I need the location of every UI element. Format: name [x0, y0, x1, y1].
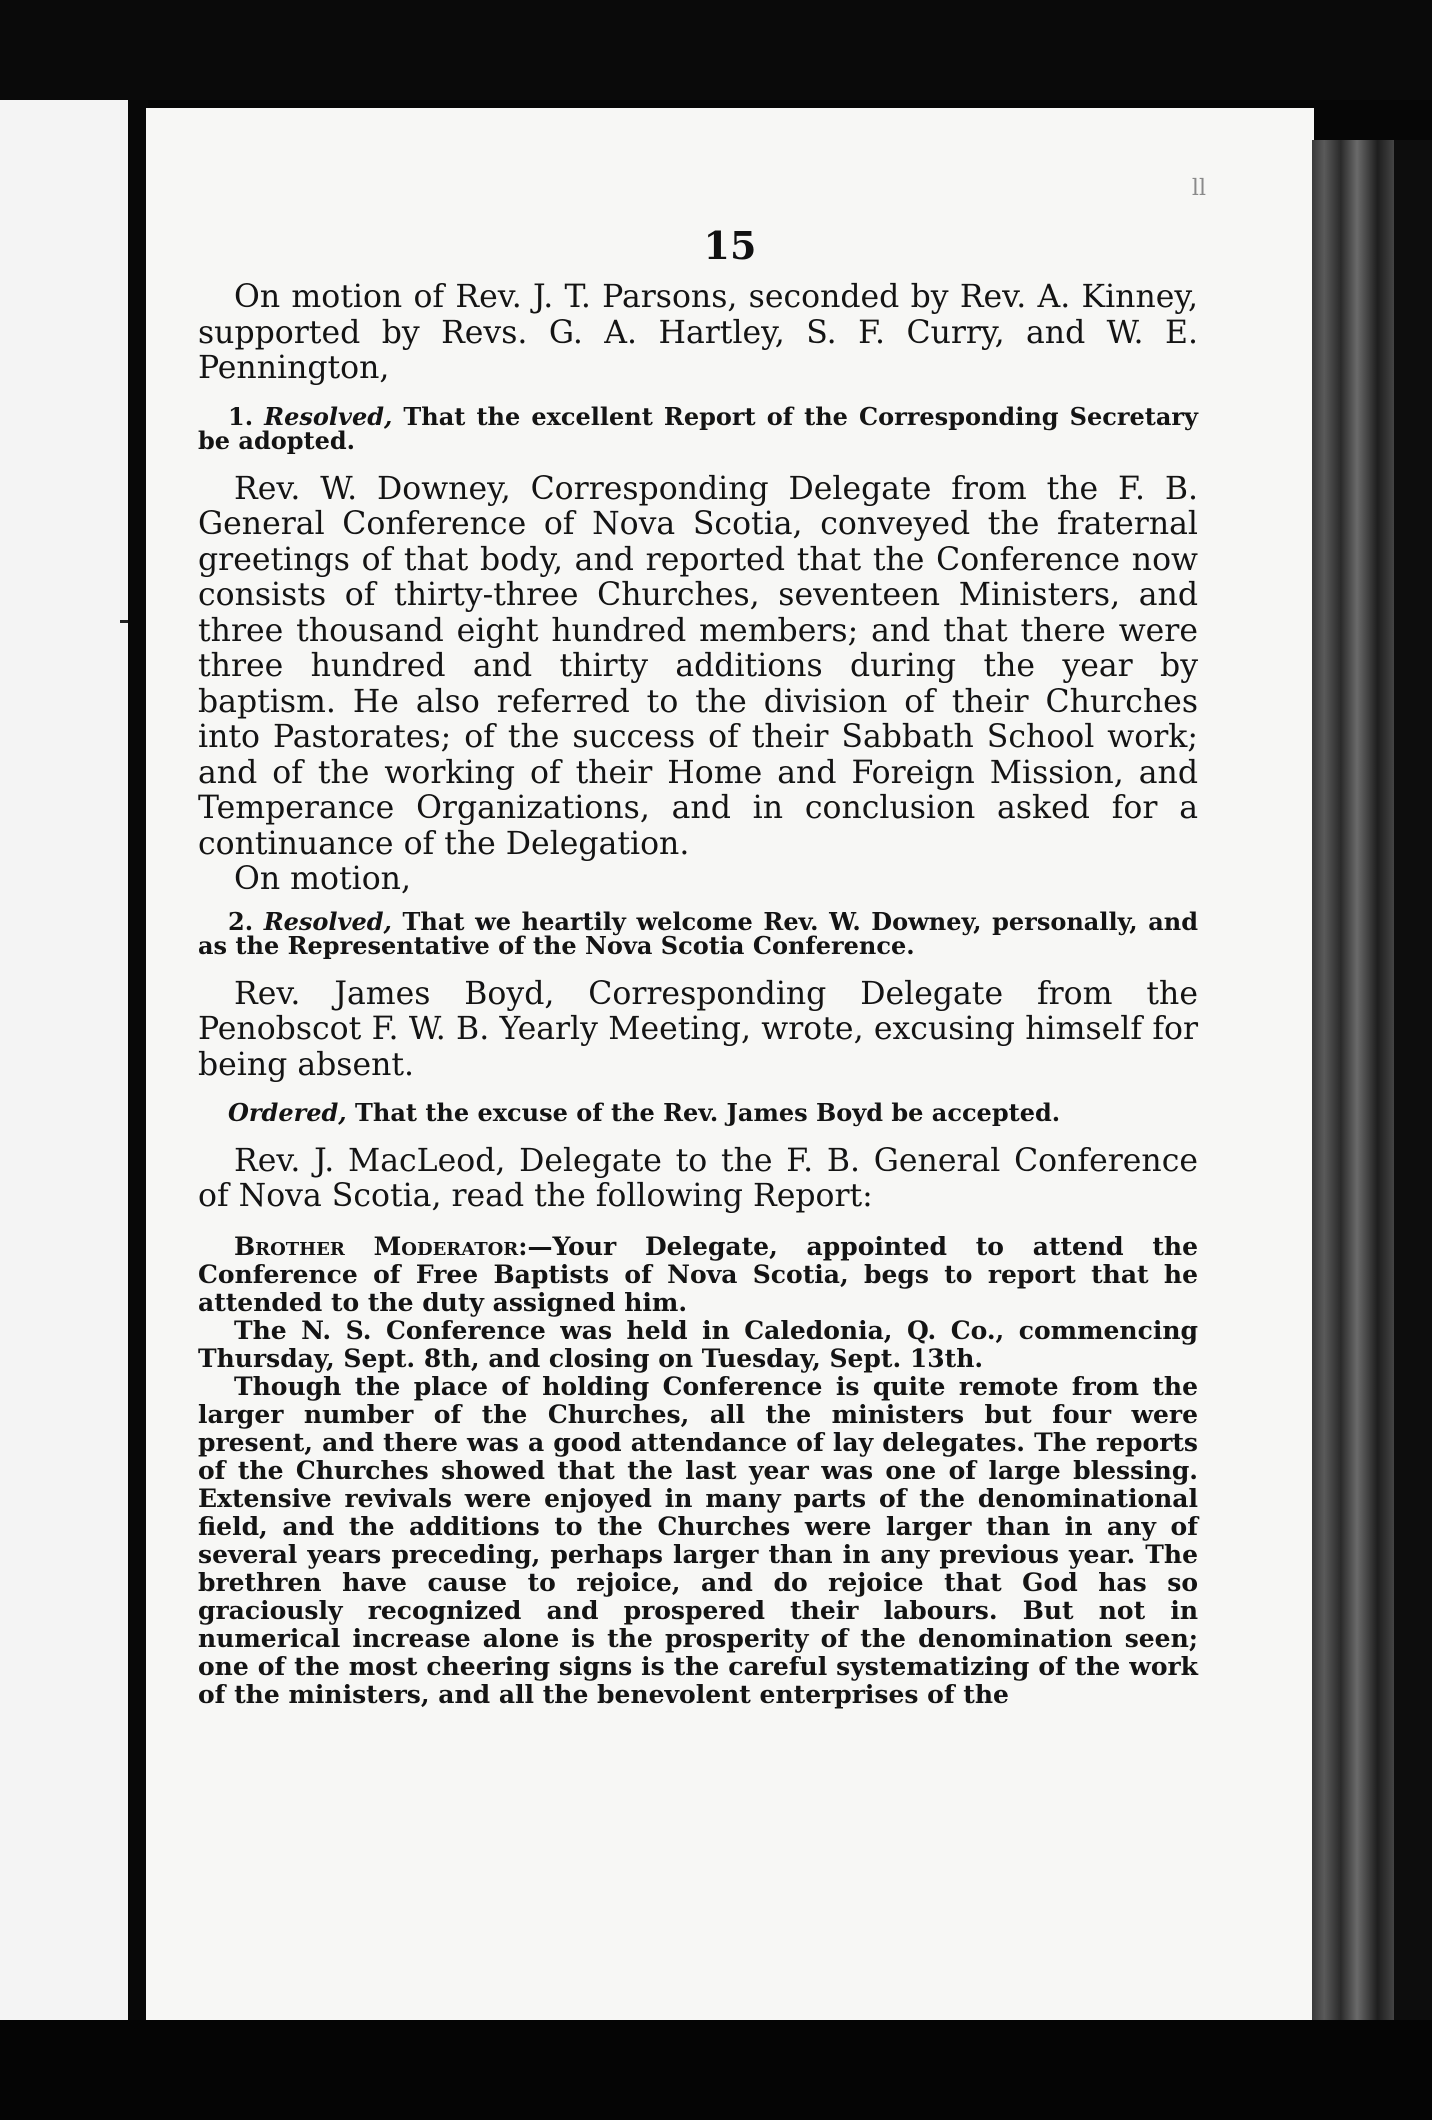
report-paragraph-3: Though the place of holding Conference is quite remote from the larger number of the Churches, all the ministers but four were present, and there was a good attendance of lay delegates. The reports of the Churches showed that the last year was one of large blessing. Extensive revivals were enjoyed in many parts of the denominational field, and the additions to the Churches were larger than in any of several years preceding, perhaps larger than in any previous year. The brethren have cause to rejoice, and do rejoice that God has so graciously recognized and prospered their labours. But not in numerical increase alone is the prosperity of the denomination seen; one of the most cheering signs is the careful systematizing of the work of the ministers, and all the benevolent enterprises of the [198, 1371, 1198, 1709]
resolution-2 [198, 906, 1198, 960]
page-number: 15 [703, 223, 757, 268]
ordered-line [198, 1098, 1198, 1127]
scan-frame-top [0, 0, 1432, 100]
resolution-number: 2. [228, 906, 254, 936]
ordered-word: Ordered, [228, 1098, 347, 1127]
facing-page-edge [0, 100, 134, 2050]
on-motion: On motion, [234, 861, 411, 897]
resolution-1 [198, 401, 1198, 455]
resolution-text: That the excellent Report of the Corresponding Secretary be adopted. [198, 401, 1198, 455]
report-paragraph-1 [198, 1233, 1198, 1317]
downey-paragraph: Rev. W. Downey, Corresponding Delegate from the F. B. General Conference of Nova Scotia, conveyed the fraternal greetings of that body, and reported that the Conference now consists of thirty-three Churches, seventeen Ministers, and three thousand eight hundred members; and that there were three hundred and thirty additions during the year by baptism. He also referred to the division of their Churches into Pastorates; of the success of their Sabbath School work; and of the working of their Home and Foreign Mission, and Temperance Organizations, and in conclusion asked for a continuance of the Delegation. [198, 470, 1198, 862]
scan-frame-right [1394, 140, 1432, 2040]
macleod-paragraph: Rev. J. MacLeod, Delegate to the F. B. General Conference of Nova Scotia, read the following Report: [198, 1142, 1198, 1214]
resolved-word: Resolved, [263, 906, 392, 936]
scan-frame-bottom [0, 2020, 1432, 2120]
book-page [146, 108, 1314, 2040]
report-opening: —Your Delegate, appointed to attend the Conference of Free Baptists of Nova Scotia, begs to report that he attended to the duty assigned him. [198, 1231, 1198, 1317]
book-gutter [128, 100, 148, 2050]
page-content [198, 280, 1198, 1709]
motion-paragraph-1: On motion of Rev. J. T. Parsons, seconded by Rev. A. Kinney, supported by Revs. G. A. Hartley, S. F. Curry, and W. E. Pennington, [198, 279, 1198, 386]
resolution-text: That we heartily welcome Rev. W. Downey, personally, and as the Representative of the Nova Scotia Conference. [198, 906, 1198, 960]
resolved-word: Resolved, [264, 401, 393, 431]
corner-mark: ll [1191, 176, 1206, 201]
page-stack-edge [1312, 140, 1394, 2040]
resolution-number: 1. [228, 401, 254, 431]
ordered-text: That the excuse of the Rev. James Boyd be accepted. [355, 1098, 1061, 1127]
report-salutation: Brother Moderator: [234, 1231, 528, 1261]
report-paragraph-2: The N. S. Conference was held in Caledonia, Q. Co., commencing Thursday, Sept. 8th, and closing on Tuesday, Sept. 13th. [198, 1315, 1198, 1373]
boyd-paragraph: Rev. James Boyd, Corresponding Delegate from the Penobscot F. W. B. Yearly Meeting, wrote, excusing himself for being absent. [198, 975, 1198, 1083]
